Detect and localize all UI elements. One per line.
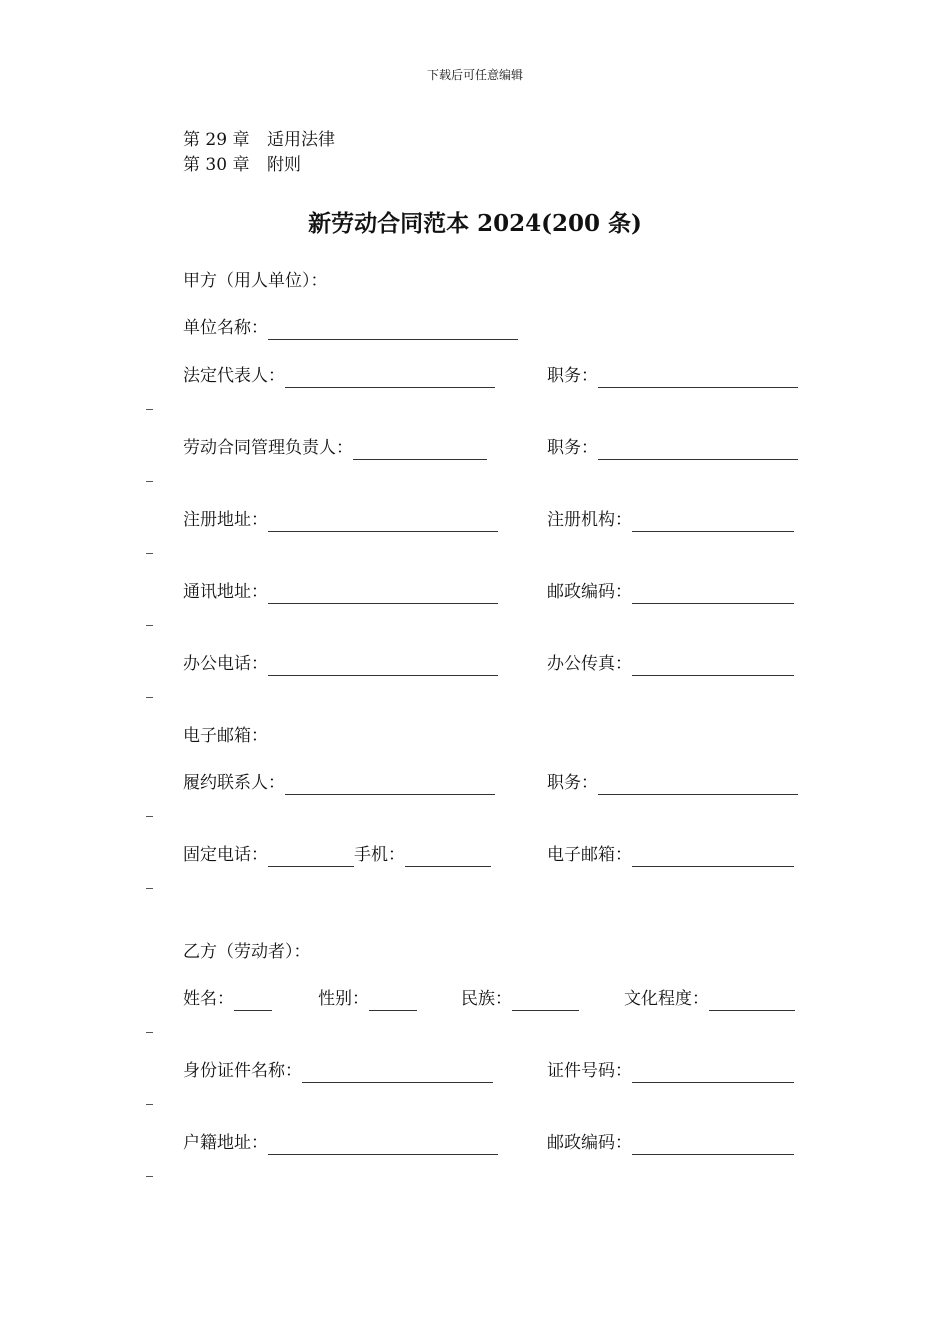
contract-manager-row — [183, 436, 487, 460]
landline-field[interactable] — [268, 846, 354, 867]
margin-dash — [146, 1176, 153, 1177]
id-number-label: 证件号码： — [547, 1061, 632, 1081]
ethnicity-label: 民族： — [461, 989, 512, 1009]
unit-name-field[interactable] — [268, 319, 518, 340]
margin-dash — [146, 1032, 153, 1033]
mail-address-field[interactable] — [268, 583, 498, 604]
reg-authority-label: 注册机构： — [547, 510, 632, 530]
office-fax-label: 办公传真： — [547, 654, 632, 674]
reg-address-field[interactable] — [268, 511, 498, 532]
education-label: 文化程度： — [624, 989, 709, 1009]
margin-dash — [146, 816, 153, 817]
hukou-address-field[interactable] — [268, 1134, 498, 1155]
position-field[interactable] — [598, 439, 798, 460]
id-type-field[interactable] — [302, 1062, 493, 1083]
position-label: 职务： — [547, 366, 598, 386]
reg-address-label: 注册地址： — [183, 510, 268, 530]
hukou-address-row — [183, 1131, 498, 1155]
unit-name-row — [183, 316, 518, 340]
gender-label: 性别： — [318, 989, 369, 1009]
reg-authority-row — [547, 508, 794, 532]
mail-address-row — [183, 580, 498, 604]
postcode-row — [547, 580, 794, 604]
contract-manager-field[interactable] — [353, 439, 487, 460]
toc-chapter-number: 第 29 章 — [183, 130, 250, 150]
id-type-row — [183, 1059, 493, 1083]
toc-item — [183, 125, 335, 150]
margin-dash — [146, 625, 153, 626]
legal-rep-position-row — [547, 364, 798, 388]
office-fax-field[interactable] — [632, 655, 794, 676]
education-row — [624, 987, 795, 1011]
contact-position-row — [547, 771, 798, 795]
postcode-label: 邮政编码： — [547, 582, 632, 602]
postcode-field[interactable] — [632, 1134, 794, 1155]
hukou-address-label: 户籍地址： — [183, 1133, 268, 1153]
margin-dash — [146, 697, 153, 698]
id-type-label: 身份证件名称： — [183, 1061, 302, 1081]
education-field[interactable] — [709, 990, 795, 1011]
mail-address-label: 通讯地址： — [183, 582, 268, 602]
legal-rep-row — [183, 364, 495, 388]
name-row — [183, 987, 272, 1011]
contact-person-label: 履约联系人： — [183, 773, 285, 793]
ethnicity-field[interactable] — [512, 990, 579, 1011]
landline-label: 固定电话： — [183, 845, 268, 865]
party-a-heading: 甲方（用人单位）： — [183, 271, 328, 291]
landline-row — [183, 843, 491, 867]
toc-item — [183, 150, 301, 175]
contact-person-field[interactable] — [285, 774, 495, 795]
unit-name-label: 单位名称： — [183, 318, 268, 338]
ethnicity-row — [461, 987, 579, 1011]
gender-field[interactable] — [369, 990, 417, 1011]
id-number-row — [547, 1059, 794, 1083]
office-fax-row — [547, 652, 794, 676]
page-header: 下载后可任意编辑 — [426, 68, 523, 82]
reg-address-row — [183, 508, 498, 532]
position-field[interactable] — [598, 774, 798, 795]
contact-person-row — [183, 771, 495, 795]
office-phone-row — [183, 652, 498, 676]
name-label: 姓名： — [183, 989, 234, 1009]
position-field[interactable] — [598, 367, 798, 388]
contact-email-row — [547, 843, 794, 867]
position-label: 职务： — [547, 773, 598, 793]
id-number-field[interactable] — [632, 1062, 794, 1083]
margin-dash — [146, 1104, 153, 1105]
mobile-label: 手机： — [354, 845, 405, 865]
gender-row — [318, 987, 417, 1011]
legal-rep-field[interactable] — [285, 367, 495, 388]
toc-chapter-number: 第 30 章 — [183, 155, 250, 175]
name-field[interactable] — [234, 990, 272, 1011]
party-b-heading: 乙方（劳动者）： — [183, 942, 311, 962]
margin-dash — [146, 481, 153, 482]
contract-manager-position-row — [547, 436, 798, 460]
postcode-field[interactable] — [632, 583, 794, 604]
office-phone-label: 办公电话： — [183, 654, 268, 674]
margin-dash — [146, 888, 153, 889]
position-label: 职务： — [547, 438, 598, 458]
document-title: 新劳动合同范本 2024(200 条) — [308, 210, 642, 237]
toc-chapter-title: 附则 — [267, 155, 301, 175]
margin-dash — [146, 553, 153, 554]
email-label: 电子邮箱： — [183, 726, 268, 746]
reg-authority-field[interactable] — [632, 511, 794, 532]
legal-rep-label: 法定代表人： — [183, 366, 285, 386]
toc-chapter-title: 适用法律 — [267, 130, 335, 150]
email-field[interactable] — [632, 846, 794, 867]
hukou-postcode-row — [547, 1131, 794, 1155]
margin-dash — [146, 409, 153, 410]
contract-manager-label: 劳动合同管理负责人： — [183, 438, 353, 458]
email-label: 电子邮箱： — [547, 845, 632, 865]
email-row — [183, 724, 268, 748]
office-phone-field[interactable] — [268, 655, 498, 676]
postcode-label: 邮政编码： — [547, 1133, 632, 1153]
mobile-field[interactable] — [405, 846, 491, 867]
